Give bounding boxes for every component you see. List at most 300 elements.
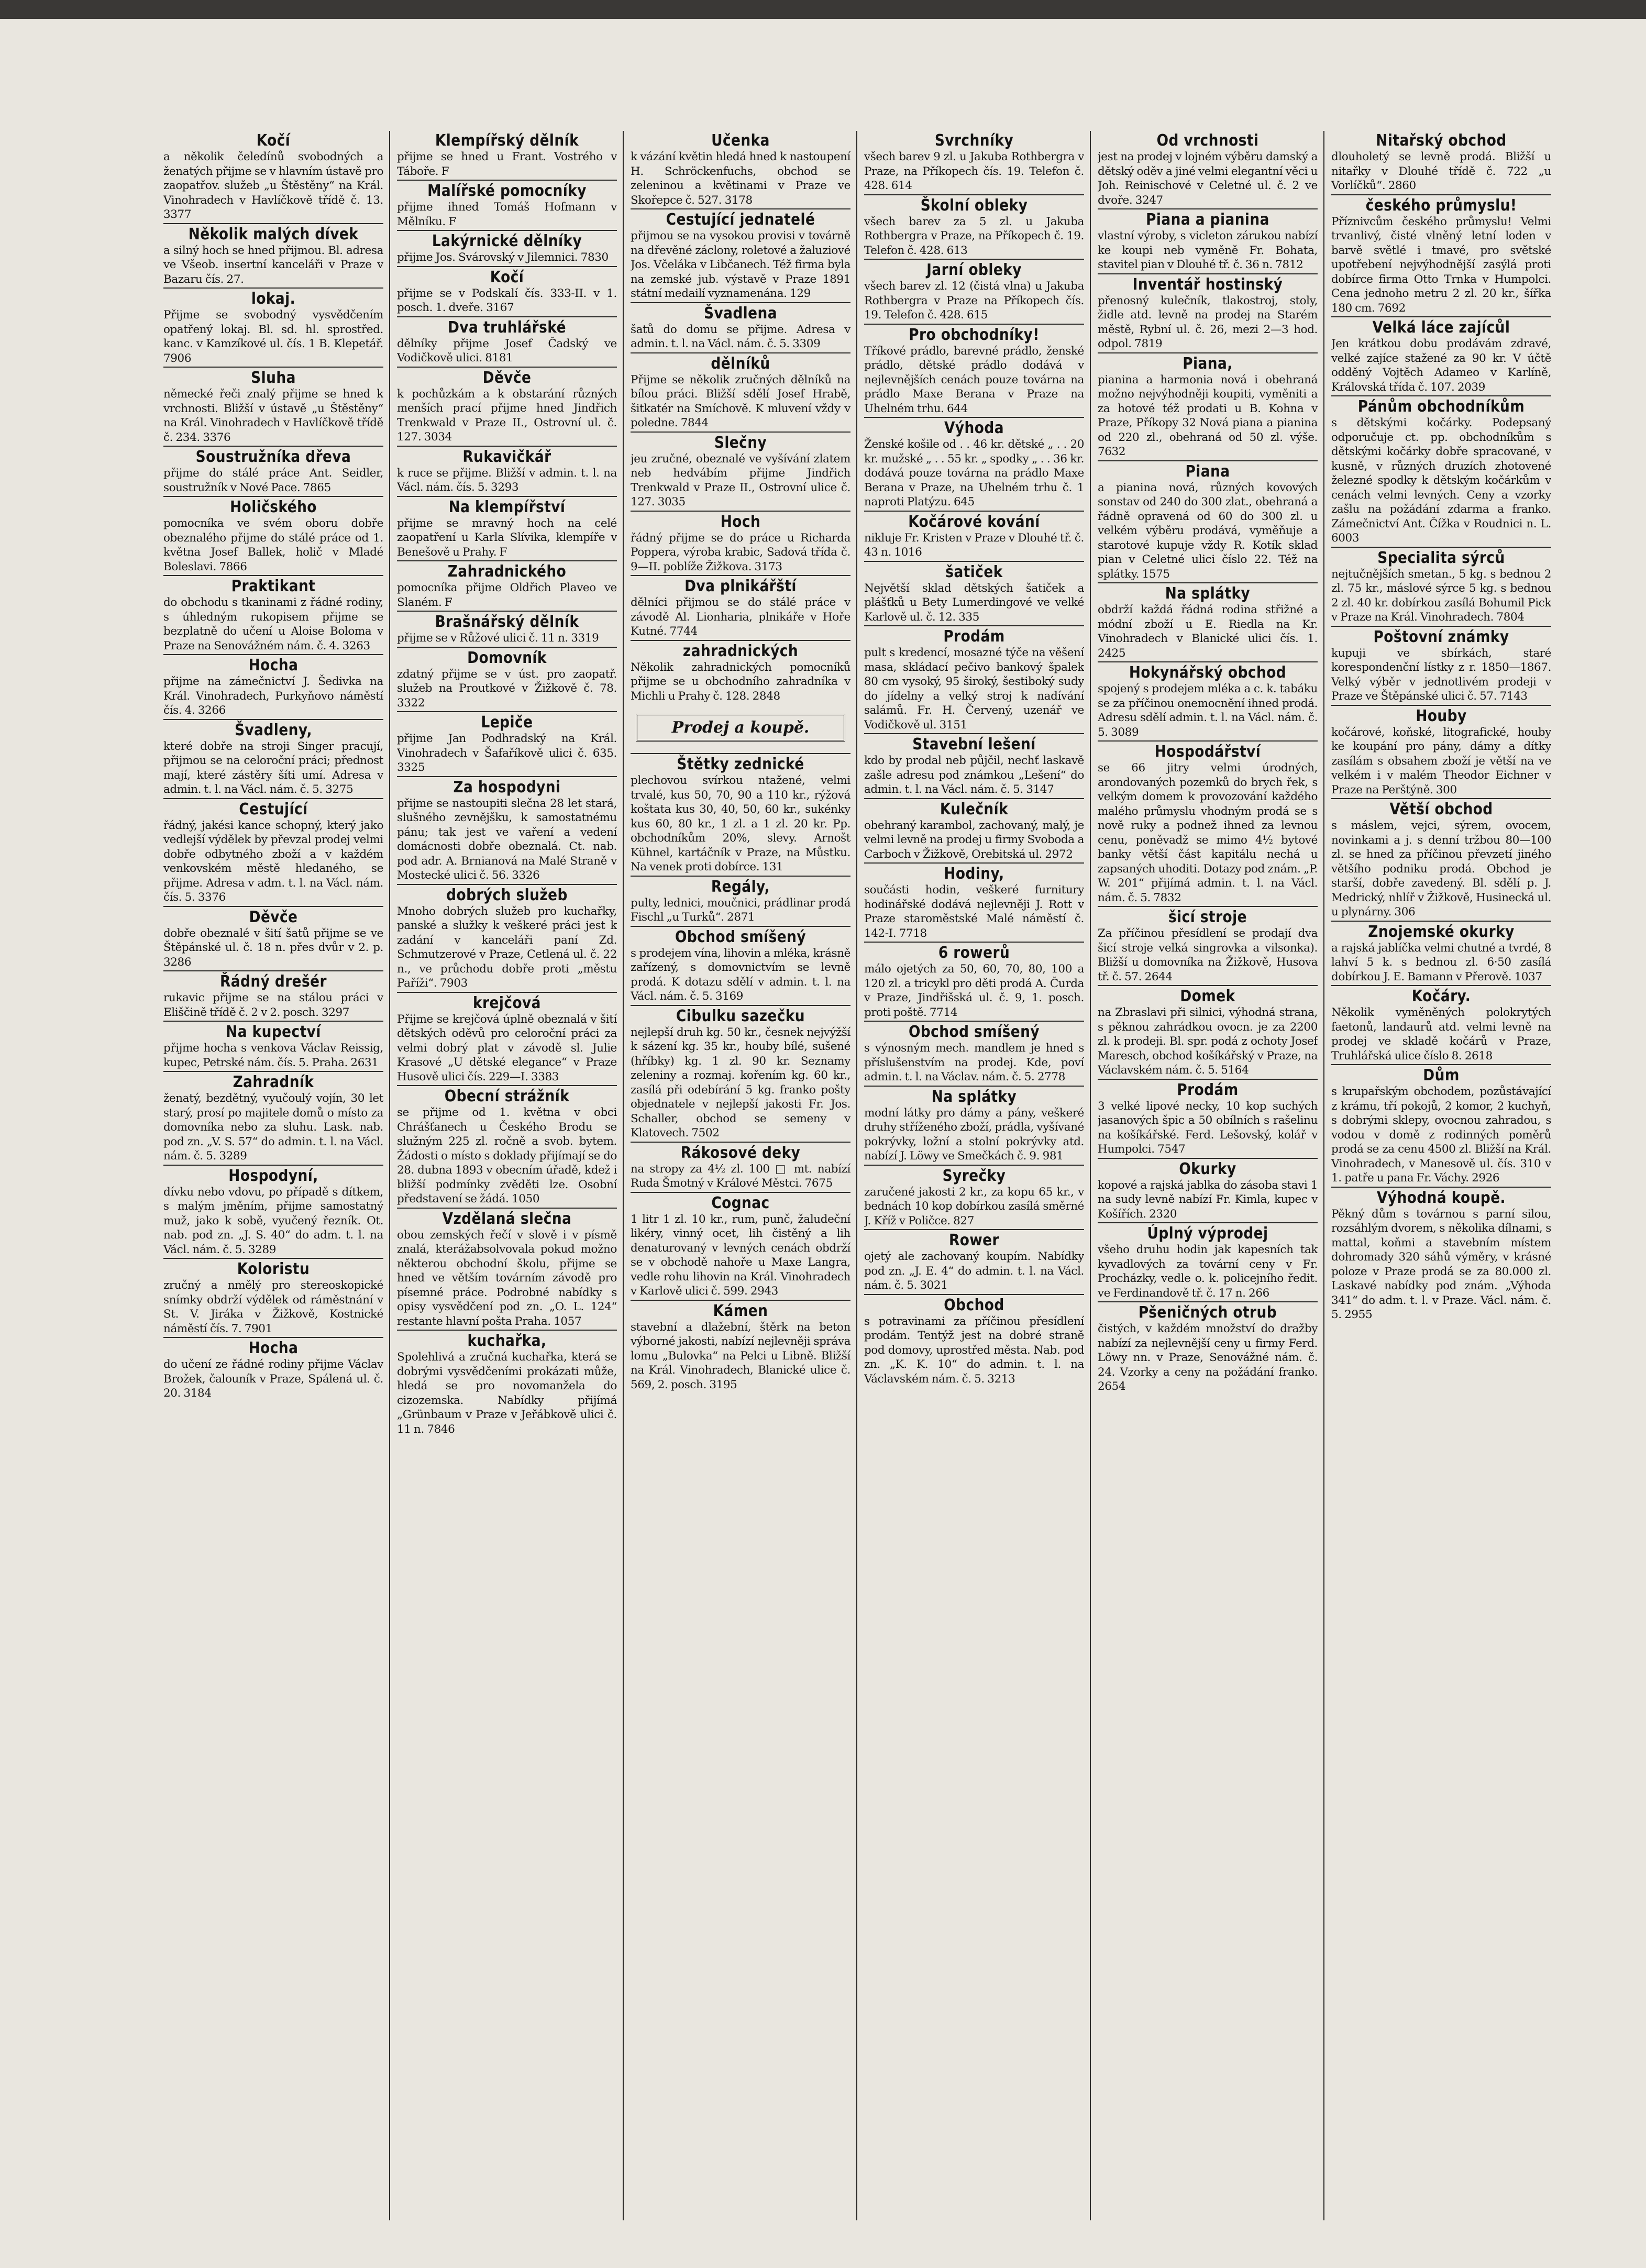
ad-body: Za příčinou přesídlení se prodají dva šicí stroje velká singrovka a vilsonka). Bližší u domovníka na Žižkově, Husova tř. č. 57. 2644: [1098, 927, 1318, 983]
ad-heading: Obecní strážník: [444, 1087, 570, 1105]
ad-body: stavební a dlažební, štěrk na beton výborné jakosti, nabízí nejlevněji správa lomu „Bulovka“ na Pelci u Libně. Bližší na Král. Vinohradech, Blanické ulice č. 569, 2. posch. 3195: [631, 1320, 850, 1391]
ad-separator: [397, 180, 617, 181]
ad-separator: [631, 876, 850, 877]
ad-separator: [631, 575, 850, 576]
classified-ad: [864, 1232, 1084, 1293]
ad-heading: Školní obleky: [920, 196, 1028, 215]
ad-body: kdo by prodal neb půjčil, nechť laskavě zašle adresu pod známkou „Lešení“ do admin. t. l. na Václ. nám. č. 5. 3147: [864, 754, 1084, 796]
classified-ad: [1098, 664, 1318, 739]
ad-heading: Na splátky: [1165, 584, 1251, 603]
ad-separator: [864, 798, 1084, 799]
scan-edge: [0, 0, 1646, 19]
classified-ad: [631, 878, 850, 925]
ad-heading: českého průmyslu!: [1365, 196, 1517, 215]
classified-ad: [1331, 801, 1551, 920]
ad-heading: Pánům obchodníkům: [1357, 397, 1525, 416]
classified-ad: [397, 369, 617, 445]
classified-ad: [631, 434, 850, 510]
ad-heading: Pšeničných otrub: [1138, 1303, 1277, 1322]
classified-ad: [397, 613, 617, 646]
ad-separator: [1098, 906, 1318, 907]
ad-separator: [163, 496, 383, 497]
classified-ad: [1098, 276, 1318, 351]
ad-body: 3 velké lipové necky, 10 kop suchých jasanových špic a 50 obílních s rašelinu na košíkářské. Ferd. Lešovský, kolář v Humpolci. 7547: [1098, 1099, 1318, 1156]
ad-heading: Úplný výprodej: [1147, 1224, 1268, 1243]
ad-heading: Znojemské okurky: [1368, 922, 1515, 941]
classified-ad: [163, 578, 383, 653]
ad-heading: Dům: [1423, 1066, 1460, 1085]
ad-body: s výnosným mech. mandlem je hned s příslušenstvím na prodej. Kde, poví admin. t. l. na Václav. nám. č. 5. 2778: [864, 1042, 1084, 1083]
ad-body: s máslem, vejci, sýrem, ovocem, novinkami a j. s denní tržbou 80—100 zl. se hned za příčinou převzetí jiného většího podniku prodá. Obchod je starší, dobře zavedený. Bl. sdělí p. J. Medrický, nhlíř v Žižkově, Husinecká ul. u plynárny. 306: [1331, 819, 1551, 919]
ad-heading: lokaj.: [251, 290, 296, 308]
ad-separator: [1098, 273, 1318, 274]
ad-heading: Výhodná koupě.: [1376, 1188, 1506, 1207]
ad-body: všech barev 9 zl. u Jakuba Rothbergra v Praze, na Příkopech čís. 19. Telefon č. 428. 614: [864, 150, 1084, 192]
ad-heading: Velká láce zajícůl: [1372, 318, 1510, 337]
ad-body: modní látky pro dámy a pány, veškeré druhy stříženého zboží, prádla, vyšívané pokrývky, ložní a stolní pokrývky atd. nabízí J. Löwy ve Smečkách č. 9. 981: [864, 1106, 1084, 1163]
ad-separator: [397, 776, 617, 777]
ad-separator: [631, 926, 850, 927]
ad-body: přijme Jan Podhradský na Král. Vinohradech v Šafaříkově ulici č. 635. 3325: [397, 732, 617, 774]
ad-heading: Holičského: [230, 498, 317, 516]
ad-heading: šatiček: [945, 562, 1003, 581]
classified-ad: [1098, 1304, 1318, 1394]
ad-separator: [864, 417, 1084, 418]
ad-body: Přijme se svobodný vysvědčením opatřený lokaj. Bl. sd. hl. sprostřed. kanc. v Kamzíkové ul. čís. 1 B. Klepetář. 7906: [163, 308, 383, 365]
ad-body: Přijme se krejčová úplně obeznalá v šití dětských oděvů pro celoroční práci za velmi dobrý plat v závodě sl. Julie Krasové „U dětské elegance“ v Praze Husově ulici čís. 229—I. 3383: [397, 1012, 617, 1083]
ad-heading: Kočáry.: [1411, 987, 1471, 1005]
ad-separator: [1098, 740, 1318, 742]
ad-heading: Prodám: [1177, 1080, 1239, 1099]
ad-body: Přijme se několik zručných dělníků na bílou práci. Bližší sdělí Josef Hrabě, šitkatér na Smíchově. K mluvení vždy v poledne. 7844: [631, 373, 850, 429]
classifieds-page: [157, 131, 1582, 2226]
ad-heading: Pro obchodníky!: [909, 325, 1040, 344]
classified-ad: [1098, 585, 1318, 660]
classified-ad: [163, 369, 383, 445]
ad-separator: [1331, 1064, 1551, 1065]
ad-separator: [864, 1294, 1084, 1295]
ad-body: řádný, jakési kance schopný, který jako vedlejší výdělek by převzal prodej velmi dobře odbytného zboží a v každém venkovském městě hledaného, se přijme. Adresa v adm. t. l. na Václ. nám. čís. 5. 3376: [163, 818, 383, 904]
ad-separator: [397, 367, 617, 368]
ad-heading: Obchod smíšený: [908, 1023, 1040, 1041]
ad-separator: [397, 992, 617, 993]
ad-body: pomocníka ve svém oboru dobře obeznalého přijme do stálé práce od 1. května Josef Ballek, holič v Mladé Boleslavi. 7866: [163, 517, 383, 573]
ad-column-5: [1098, 131, 1318, 2215]
ad-heading: Specialita sýrců: [1377, 548, 1505, 567]
classified-ad: [864, 419, 1084, 510]
ad-heading: Za hospodyni: [453, 778, 561, 796]
ad-heading: Děvče: [482, 368, 532, 387]
ad-separator: [864, 324, 1084, 325]
column-rule: [856, 131, 857, 2220]
ad-body: pomocníka přijme Oldřich Plaveo ve Slaném. F: [397, 581, 617, 609]
ad-separator: [631, 1005, 850, 1006]
ad-body: šatů do domu se přijme. Adresa v admin. t. l. na Václ. nám. č. 5. 3309: [631, 323, 850, 350]
ad-heading: Hokynářský obchod: [1129, 663, 1287, 682]
ad-body: s prodejem vína, lihovin a mléka, krásně zařízený, s domovnictvím se levně prodá. K dotazu sdělí v admin. t. l. na Václ. nám. č. 5. 3169: [631, 946, 850, 1003]
ad-separator: [864, 1229, 1084, 1230]
ad-body: do obchodu s tkaninami z řádné rodiny, s úhledným rukopisem přijme se bezplatně do učení u Aloise Boloma v Praze na Senovážném nám. č. 4. 3263: [163, 596, 383, 652]
ad-body: všeho druhu hodin jak kapesních tak kyvadlových za tovární ceny v Fr. Procházky, vedle o. k. policejního ředit. ve Ferdinandově tř. č. 17 n. 266: [1098, 1243, 1318, 1300]
ad-body: Ženské košile od . . 46 kr. dětské „ . . 20 kr. mužské „ . . 55 kr. „ spodky „ . . 36 kr. dodává pouze továrna na prádlo Maxe Berana v Praze, na Uhelném trhu č. 1 naproti Platýzu. 645: [864, 438, 1084, 508]
ad-separator: [1331, 395, 1551, 396]
ad-separator: [163, 970, 383, 971]
ad-body: na Zbraslavi při silnici, výhodná strana, s pěknou zahrádkou ovocn. je za 2200 zl. k prodeji. Bl. spr. podá z ochoty Josef Maresch, obchod košíkářský v Praze, na Václavském nám. č. 5. 5164: [1098, 1006, 1318, 1077]
ad-body: obdrží každá řádná rodina střižné a módní zboží u E. Riedla na Kr. Vinohradech v Blanické ulici čís. 1. 2425: [1098, 603, 1318, 660]
ad-heading: Výhoda: [944, 419, 1004, 437]
ad-heading: Slečny: [714, 433, 767, 452]
ad-body: zručný a nmělý pro stereoskopické snímky obdrží výdělek od ráměstnání v St. V. Jiráka v Žižkově, Kostnické náměstí čís. 7. 7901: [163, 1279, 383, 1335]
ad-body: všech barev za 5 zl. u Jakuba Rothbergra v Praze, na Příkopech č. 19. Telefon č. 428. 613: [864, 215, 1084, 257]
ad-separator: [864, 942, 1084, 943]
ad-separator: [631, 302, 850, 303]
classified-ad: [631, 1144, 850, 1191]
ad-separator: [397, 611, 617, 612]
classified-ad: [1331, 549, 1551, 625]
classified-ad: [631, 513, 850, 574]
ad-separator: [1331, 1187, 1551, 1188]
ad-separator: [631, 640, 850, 641]
ad-heading: Kočí: [490, 268, 524, 286]
ad-separator: [397, 711, 617, 712]
ad-heading: Cognac: [711, 1193, 770, 1212]
ad-separator: [397, 446, 617, 447]
ad-body: přijme se mravný hoch na celé zaopatření u Karla Slívika, klempíře v Benešově u Prahy. F: [397, 516, 617, 559]
ad-body: rukavic přijme se na stálou práci v Eliščině třídě č. 2 v 2. posch. 3297: [163, 991, 383, 1019]
ad-body: nikluje Fr. Kristen v Praze v Dlouhé tř. č. 43 n. 1016: [864, 531, 1084, 559]
classified-ad: [397, 887, 617, 991]
classified-ad: [397, 319, 617, 366]
column-rule: [623, 131, 624, 2220]
ad-separator: [864, 862, 1084, 864]
classified-ad: [631, 578, 850, 639]
ad-heading: Kočárové kování: [908, 512, 1040, 531]
ad-separator: [397, 647, 617, 648]
ad-separator: [1098, 1079, 1318, 1080]
classified-ad: [864, 628, 1084, 732]
ad-body: se 66 jitry velmi úrodných, arondovaných pozemků do brych řek, s velkým domem k provozování každého malého průmyslu vhodným prodá se s nově ruky a podnež ihned za levnou cenu, poněvadž se mimo 4½ bytové banky větší část kapitálu nechá u zapsaných uhoditi. Dotazy pod znám. „P. W. 201“ přijímá admin. t. l. na Václ. nám. č. 5. 7832: [1098, 761, 1318, 904]
classified-ad: [1098, 463, 1318, 582]
ad-heading: Hoch: [720, 512, 761, 531]
ad-body: ženatý, bezdětný, vyučoulý vojín, 30 let starý, prosí po majitele domů o místo za domovníka nebo za sluhu. Lask. nab. pod zn. „V. S. 57“ do admin. t. l. na Václ. nám. č. 5. 3289: [163, 1092, 383, 1163]
ad-body: spojený s prodejem mléka a c. k. tabáku se za příčinou onemocnění ihned prodá. Adresu sdělí admin. t. l. na Václ. nám. č. 5. 3089: [1098, 682, 1318, 739]
ad-body: přijme do stálé práce Ant. Seidler, soustružník v Nové Pace. 7865: [163, 467, 383, 494]
classified-ad: [397, 132, 617, 179]
ad-body: k vázání květin hledá hned k nastoupení H. Schröckenfuchs, obchod se zeleninou a květinami v Praze ve Skořepce č. 527. 3178: [631, 150, 850, 207]
ad-body: kupuji ve sbírkách, staré korespondenční lístky z r. 1850—1867. Velký výběr v jednotlivém prodeji v Praze ve Štěpánské ulici č. 57. 7143: [1331, 646, 1551, 703]
ad-separator: [397, 1085, 617, 1086]
ad-heading: Hodiny,: [944, 865, 1004, 883]
ad-separator: [1331, 705, 1551, 706]
ad-body: do učení ze řádné rodiny přijme Václav Brožek, čalouník v Praze, Spálená ul. č. 20. 3184: [163, 1358, 383, 1400]
classified-ad: [1098, 743, 1318, 905]
ad-body: čistých, v každém množství do dražby nabízí za nejlevnější ceny u firmy Ferd. Löwy nn. v Praze, Senovážné nám. č. 24. Vzorky a ceny na požádání franko. 2654: [1098, 1322, 1318, 1393]
ad-body: obehraný karambol, zachovaný, malý, je velmi levně na prodej u firmy Svoboda a Carboch v Žižkově, Orebitská ul. 2972: [864, 818, 1084, 861]
ad-separator: [1098, 460, 1318, 461]
ad-body: Několik zahradnických pomocníků přijme se u obchodního zahradníka v Michli u Prahy č. 128. 2848: [631, 660, 850, 703]
classified-ad: [163, 226, 383, 287]
ad-heading: Štětky zednické: [677, 755, 804, 773]
ad-body: obou zemských řečí v slově i v písmě znalá, kterážabsolvovala pokud možno některou obchodní školu, přijme se hned ve větším továrním závodě pro písemné práce. Podrobné nabídky s opisy vysvědčení pod zn. „O. L. 124“ restante hlavní pošta Praha. 1057: [397, 1228, 617, 1328]
ad-column-6: [1331, 131, 1551, 2215]
ad-separator: [1331, 798, 1551, 799]
ad-heading: Hocha: [248, 656, 299, 674]
ad-heading: Piana,: [1183, 354, 1233, 373]
ad-heading: krejčová: [473, 993, 541, 1012]
ad-separator: [1331, 985, 1551, 986]
ad-heading: Na kupectví: [226, 1023, 321, 1041]
ad-heading: Sluha: [251, 369, 296, 387]
ad-body: přijme se hned u Frant. Vostrého v Táboře. F: [397, 150, 617, 178]
ad-heading: Domek: [1180, 987, 1235, 1005]
classified-ad: [1331, 988, 1551, 1063]
classified-ad: [864, 261, 1084, 323]
classified-ad: [631, 1194, 850, 1299]
ad-separator: [631, 1142, 850, 1143]
ad-separator: [1098, 1158, 1318, 1159]
ad-separator: [397, 884, 617, 885]
ad-heading: Děvče: [249, 908, 298, 926]
ad-separator: [1098, 1222, 1318, 1223]
ad-body: jeu zručné, obeznalé ve vyšívání zlatem neb hedvábím přijme Jindřich Trenkwald v Praze II., Ostrovní ulice č. 127. 3035: [631, 452, 850, 508]
ad-body: Jen krátkou dobu prodávám zdravé, velké zajíce stažené za 90 kr. V účtě odděný Vojtěch Adameo v Karlíně, Královská třída č. 107. 2039: [1331, 337, 1551, 394]
ad-separator: [864, 625, 1084, 626]
classified-ad: [631, 1302, 850, 1392]
ad-body: přijme se v Růžové ulici č. 11 n. 3319: [397, 632, 599, 645]
ad-separator: [1331, 626, 1551, 627]
classified-ad: [397, 233, 617, 265]
ad-body: kočárové, koňské, litografické, houby ke koupání pro pány, dámy a dítky zasílám s obsahem zboží je větší na ve velkém i v malém Theodor Eichner v Praze na Perštýně. 300: [1331, 725, 1551, 796]
classified-ad: [163, 290, 383, 366]
ad-body: Mnoho dobrých služeb pro kuchařky, panské a služky k veškeré práci jest k zadání v kanceláři paní Zd. Schmutzerové v Praze, Cetlená ul. č. 22 n., ve průchodu dobře proti „městu Paříži“. 7903: [397, 904, 617, 990]
ad-heading: kuchařka,: [467, 1332, 547, 1350]
classified-ad: [1331, 628, 1551, 704]
classified-ad: [397, 1088, 617, 1207]
ad-heading: Rákosové deky: [680, 1143, 801, 1162]
classified-ad: [864, 801, 1084, 862]
classified-ad: [1331, 707, 1551, 798]
column-rule: [1090, 131, 1091, 2220]
classified-ad: [397, 269, 617, 315]
ad-body: dlouholetý se levně prodá. Bližší u nitařky v Dlouhé třídě č. 722 „u Vorlíčků“. 2860: [1331, 150, 1551, 192]
classified-ad: [397, 499, 617, 560]
ad-separator: [163, 1021, 383, 1022]
ad-body: součásti hodin, veškeré furnitury hodinářské dodává nejlevněji J. Rott v Praze staroměstské Malé náměstí č. 142-I. 7718: [864, 883, 1084, 940]
ad-column-4: [864, 131, 1084, 2215]
ad-heading: Hocha: [248, 1339, 299, 1357]
ad-separator: [163, 446, 383, 447]
ad-separator: [1331, 316, 1551, 317]
ad-heading: Rukavičkář: [462, 447, 551, 466]
ad-separator: [163, 1258, 383, 1259]
ad-heading: Obchod smíšený: [675, 927, 807, 946]
ad-body: a silný hoch se hned přijmou. Bl. adresa ve Všeob. insertní kanceláři v Praze v Bazaru čís. 27.: [163, 244, 383, 286]
ad-body: Příznivcům českého průmyslu! Velmi trvanlivý, čisté vlněný letní loden v barvě světlé i tmavé, pro světské upotřebení nejvýhodnější zasýlá proti dobírce firma Otto Trnka v Humpolci. Cena jednoho metru 2 zl. 20 kr., šířka 180 cm. 7692: [1331, 215, 1551, 315]
ad-body: přijme se nastoupiti slečna 28 let stará, slušného zevnějšku, k samostatnému pánu; tak jest ve vaření a vedení domácnosti dobře obeznalá. Ct. nab. pod adr. A. Brnianová na Malé Straně v Mostecké ulici č. 56. 3326: [397, 796, 617, 882]
classified-ad: [163, 657, 383, 718]
ad-separator: [1331, 547, 1551, 548]
section-heading-box: Prodej a koupě.: [636, 714, 845, 742]
ad-body: dívku nebo vdovu, po případě s dítkem, s malým jměním, přijme samostatný muž, jako k sobě, vyučený řezník. Ot. nab. pod zn. „J. S. 40“ do adm. t. l. na Václ. nám. č. 5. 3289: [163, 1185, 383, 1256]
classified-ad: [163, 132, 383, 222]
ad-heading: Cestující jednatelé: [666, 211, 815, 229]
ad-heading: Klempířský dělník: [435, 131, 579, 150]
classified-ad: [864, 132, 1084, 193]
ad-separator: [631, 1300, 850, 1301]
ad-separator: [397, 496, 617, 497]
ad-separator: [163, 575, 383, 576]
classified-ad: [1098, 909, 1318, 984]
ad-body: Spolehlivá a zručná kuchařka, která se dobrými vysvědčeními prokázati může, hledá se pro novomanžela do cizozemska. Nabídky přijímá „Grünbaum v Praze v Jeřábkově ulici č. 11 n. 7846: [397, 1351, 617, 1436]
ad-separator: [397, 230, 617, 231]
column-rule: [389, 131, 390, 2220]
ad-column-2: [397, 131, 617, 2215]
ad-heading: šicí stroje: [1168, 908, 1247, 926]
classified-ad: [163, 499, 383, 574]
ad-heading: Švadlena: [703, 304, 778, 323]
ad-heading: Koloristu: [237, 1260, 310, 1278]
classified-ad: [397, 1210, 617, 1329]
ad-body: dělníky přijme Josef Čadský ve Vodičkově ulici. 8181: [397, 337, 617, 364]
ad-separator: [1098, 352, 1318, 353]
ad-body: přijme hocha s venkova Václav Reissig, kupec, Petrské nám. čís. 5. Praha. 2631: [163, 1042, 383, 1069]
ad-body: plechovou svírkou ntažené, velmi trvalé, kus 50, 70, 90 a 110 kr., rýžová koštata kus 30, 40, 50, 60 kr., sukénky kus 60, 80 kr., 1 zl. a 1 zl. 20 kr. Pp. obchodníkům 20%, slevy. Arnošt Kühnel, kartáčník v Praze, na Můstku. Na venek proti dobírce. 131: [631, 774, 850, 873]
ad-body: zdatný přijme se v úst. pro zaopatř. služeb na Proutkové v Žižkově č. 78. 3322: [397, 667, 617, 710]
ad-body: zaručené jakosti 2 kr., za kopu 65 kr., v bednách 10 kop dobírkou zasílá směrné J. Kříž v Poličce. 827: [864, 1185, 1084, 1227]
ad-separator: [864, 1086, 1084, 1087]
ad-heading: Rower: [948, 1231, 999, 1249]
ad-separator: [1098, 1301, 1318, 1302]
classified-ad: [163, 1167, 383, 1257]
classified-ad: [1098, 1160, 1318, 1222]
ad-heading: Zahradnického: [447, 562, 567, 581]
ad-heading: Kámen: [713, 1301, 768, 1320]
column-rule: [1323, 131, 1324, 2220]
ad-body: Největší sklad dětských šatiček a plášťků u Bety Lumerdingové ve velké Karlově ul. č. 12. 335: [864, 581, 1084, 624]
classified-ad: [864, 944, 1084, 1020]
ad-heading: Učenka: [711, 131, 770, 150]
ad-heading: Regály,: [711, 877, 770, 896]
ad-separator: [864, 1165, 1084, 1166]
ad-heading: Dva truhlářské: [448, 318, 566, 337]
ad-separator: [631, 352, 850, 353]
classified-ad: [864, 1167, 1084, 1229]
classified-ad: [1098, 211, 1318, 272]
ad-heading: Zahradník: [233, 1073, 314, 1091]
classified-ad: [397, 779, 617, 883]
classified-ad: [631, 928, 850, 1004]
ad-separator: [864, 511, 1084, 512]
ad-separator: [163, 367, 383, 368]
classified-ad: [163, 1340, 383, 1401]
classified-ad: [397, 182, 617, 229]
ad-body: kopové a rajská jablka do zásoba stavi 1 na sudy levně nabízí Fr. Kimla, kupec v Košířích. 2320: [1098, 1178, 1318, 1221]
ad-body: řádný přijme se do práce u Richarda Poppera, výroba krabic, Sadová třída č. 9—II. poblíže Žižkova. 3173: [631, 531, 850, 573]
ad-body: přijme se v Podskalí čís. 333-II. v 1. posch. 1. dveře. 3167: [397, 286, 617, 314]
ad-body: na stropy za 4½ zl. 100 □ mt. nabízí Ruda Šmotný v Králové Městci. 7675: [631, 1162, 850, 1190]
ad-heading: Syrečky: [942, 1166, 1006, 1185]
ad-heading: Malířské pomocníky: [427, 182, 587, 200]
ad-body: pulty, lednici, moučnici, prádlinar prodá Fischl „u Turků“. 2871: [631, 896, 850, 924]
ad-separator: [631, 1192, 850, 1193]
classified-ad: [1331, 398, 1551, 546]
ad-body: Pěkný dům s továrnou s parní silou, rozsáhlým dvorem, s několika dílnami, s mattal, koňmi a stavebním místem dohromady 320 sáhů výměry, v krásné poloze v Praze prodá se za 80.000 zl. Laskavé nabídky pod znám. „Výhoda 341“ do adm. t. l. v Praze. Václ. nám. č. 5. 2955: [1331, 1207, 1551, 1321]
classified-ad: [864, 1297, 1084, 1387]
ad-separator: [1098, 582, 1318, 583]
ad-body: nejlepší druh kg. 50 kr., česnek nejvýžší k sázení kg. 35 kr., houby bílé, sušené (hříbky) kg. 1 zl. 90 kr. Seznamy zeleniny a rozmaj. kořením kg. 60 kr., zasílá při odebírání 5 kg. franko pošty objednatele v nejlepší jakosti Fr. Jos. Schaller, obchod se semeny v Klatovech. 7502: [631, 1025, 850, 1139]
classified-ad: [864, 563, 1084, 625]
ad-heading: Inventář hostinský: [1132, 275, 1283, 294]
classified-ad: [1098, 355, 1318, 459]
ad-separator: [1331, 194, 1551, 195]
classified-ad: [1331, 1067, 1551, 1186]
ad-heading: Hospodyní,: [228, 1166, 318, 1185]
ad-body: dělníci přijmou se do stálé práce v závodě Al. Lionharia, plnikáře v Hoře Kutné. 7744: [631, 596, 850, 638]
ad-heading: Prodám: [943, 627, 1005, 646]
ad-body: se přijme od 1. května v obci Chrášťanech u Českého Brodu se služným 225 zl. ročně a svob. bytem. Žádosti o místo s doklady přijímají se do 28. dubna 1893 v obecním úřadě, kdež i bližší podmínky zvěděti lze. Osobní představení se žádá. 1050: [397, 1106, 617, 1205]
ad-separator: [163, 1165, 383, 1166]
ad-separator: [1098, 985, 1318, 986]
classified-ad: [397, 1332, 617, 1436]
ad-body: s krupařským obchodem, pozůstávající z krámu, tří pokojů, 2 komor, 2 kuchyň, s dobrými sklepy, ovocnou zahradou, s vodou v domě z rodinných poměrů prodá se za cenu 4500 zl. Bližší na Král. Vinohradech, v Manesově ul. čís. 310 v 1. patře u pana Fr. Váchy. 2926: [1331, 1085, 1551, 1185]
ad-separator: [163, 223, 383, 224]
classified-ad: [397, 563, 617, 610]
ad-body: přijme na zámečnictví J. Šedivka na Král. Vinohradech, Purkyňovo náměstí čís. 4. 3266: [163, 675, 383, 717]
classified-ad: [864, 1023, 1084, 1085]
classified-ad: [163, 1023, 383, 1070]
classified-ad: [397, 649, 617, 711]
ad-body: Několik vyměněných polokrytých faetonů, landaurů atd. velmi levně na prodej ve skladě kočárů v Praze, Truhlářská ulice číslo 8. 2618: [1331, 1006, 1551, 1063]
classified-ad: [163, 1074, 383, 1164]
ad-separator: [163, 906, 383, 907]
classified-ad: [397, 448, 617, 495]
classified-ad: [1331, 923, 1551, 984]
ad-separator: [864, 194, 1084, 195]
classified-ad: [631, 756, 850, 875]
ad-heading: Svrchníky: [934, 131, 1014, 150]
ad-body: k ruce se přijme. Bližší v admin. t. l. na Václ. nám. čís. 5. 3293: [397, 466, 617, 494]
ad-separator: [397, 316, 617, 317]
classified-ad: [1098, 132, 1318, 207]
classified-ad: [631, 1008, 850, 1141]
ad-column-1: [163, 131, 383, 2215]
ad-body: Tříkové prádlo, barevné prádlo, ženské prádlo, dětské prádlo dodává v nejlevnějších cenách pouze továrna na prádlo Maxe Berana v Praze na Uhelném trhu. 644: [864, 344, 1084, 415]
ad-body: pult s kredencí, mosazné týče na věšení masa, skládací pečivo bankový špalek 80 cm vysoký, 95 široký, šestiboký sudy do jídelny a velký stroj k nadívání salámů. Fr. H. Červený, uzenář ve Vodičkově ul. 3151: [864, 646, 1084, 732]
ad-heading: Kulečník: [940, 800, 1009, 818]
ad-separator: [163, 798, 383, 799]
ad-separator: [631, 753, 850, 754]
ad-body: a pianina nová, různých kovových sonstav od 240 do 300 zlat., obehraná a řádně opravená od 60 do 300 zl. u velkém výběru prodává, vyměňuje a starotové kupuje vždy R. Kotík sklad pian v Celetné ulici číslo 22. Též na splátky. 1575: [1098, 481, 1318, 581]
ad-separator: [631, 511, 850, 512]
classified-ad: [397, 994, 617, 1085]
ad-separator: [163, 287, 383, 289]
classified-ad: [631, 355, 850, 430]
classified-ad: [163, 973, 383, 1020]
ad-separator: [163, 1071, 383, 1072]
classified-ad: [1331, 132, 1551, 193]
ad-heading: Okurky: [1179, 1159, 1236, 1178]
ad-body: a rajská jablíčka velmi chutné a tvrdé, 8 lahví 5 k. s bednou zl. 6·50 zasílá dobírkou J. E. Bamann v Přerově. 1037: [1331, 941, 1551, 983]
classified-ad: [163, 722, 383, 797]
ad-separator: [631, 432, 850, 433]
ad-heading: 6 rowerů: [938, 944, 1010, 962]
classified-ad: [864, 1088, 1084, 1164]
ad-body: ojetý ale zachovaný koupím. Nabídky pod zn. „J. E. 4“ do admin. t. l. na Václ. nám. č. 5. 3021: [864, 1250, 1084, 1292]
ad-separator: [631, 208, 850, 209]
classified-ad: [631, 211, 850, 301]
classified-ad: [631, 305, 850, 351]
ad-heading: Jarní obleky: [926, 261, 1022, 279]
